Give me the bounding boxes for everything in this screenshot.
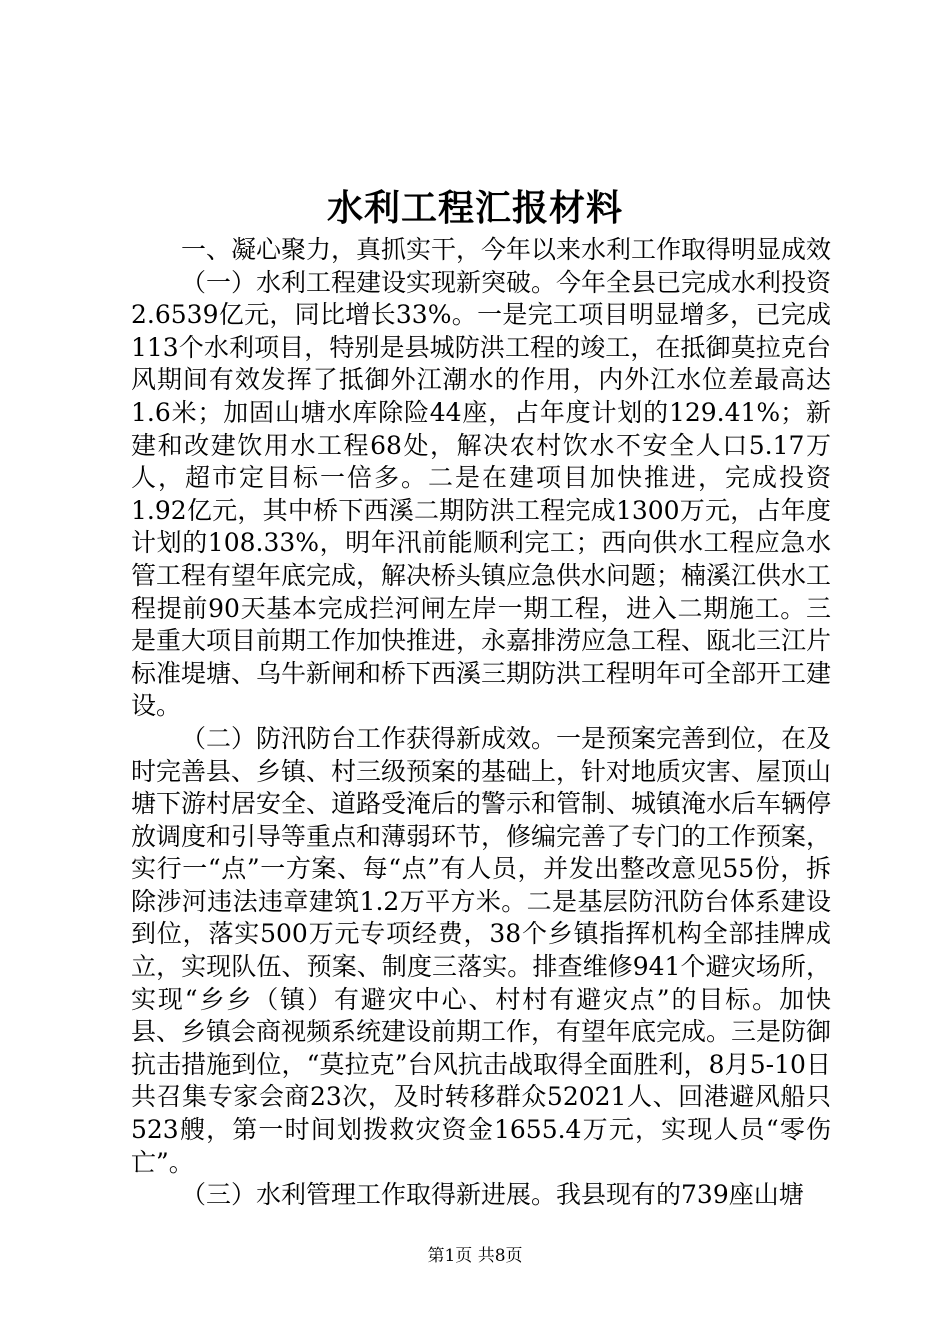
section-heading: 一、凝心聚力，真抓实干，今年以来水利工作取得明显成效: [181, 235, 832, 264]
document-body: [131, 234, 831, 1212]
paragraph-management: （三）水利管理工作取得新进展。我县现有的739座山塘: [181, 1180, 804, 1210]
paragraph-construction: （一）水利工程建设实现新突破。今年全县已完成水利投资2.6539亿元，同比增长33%。一是完工项目明显增多，已完成113个水利项目，特别是县城防洪工程的竣工，在抵御莫拉克台风期间有效发挥了抵御外江潮水的作用，内外江水位差最高达1.6米；加固山塘水库除险44座，占年度计划的129.41%；新建和改建饮用水工程68处，解决农村饮水不安全人口5.17万人，超市定目标一倍多。二是在建项目加快推进，完成投资1.92亿元，其中桥下西溪二期防洪工程完成1300万元，占年度计划的108.33%，明年汛前能顺利完工；西向供水工程应急水管工程有望年底完成，解决桥头镇应急供水问题；楠溪江供水工程提前90天基本完成拦河闸左岸一期工程，进入二期施工。三是重大项目前期工作加快推进，永嘉排涝应急工程、瓯北三江片标准堤塘、乌牛新闸和桥下西溪三期防洪工程明年可全部开工建设。: [131, 267, 832, 721]
page-footer: 第1页 共8页: [427, 1246, 523, 1266]
paragraph-flood-control: （二）防汛防台工作获得新成效。一是预案完善到位，在及时完善县、乡镇、村三级预案的基础上，针对地质灾害、屋顶山塘下游村居安全、道路受淹后的警示和管制、城镇淹水后车辆停放调度和引导等重点和薄弱环节，修编完善了专门的工作预案，实行一“点”一方案、每“点”有人员，并发出整改意见55份，拆除涉河违法违章建筑1.2万平方米。二是基层防汛防台体系建设到位，落实500万元专项经费，38个乡镇指挥机构全部挂牌成立，实现队伍、预案、制度三落实。排查维修941个避灾场所，实现“乡乡（镇）有避灾中心、村村有避灾点”的目标。加快县、乡镇会商视频系统建设前期工作，有望年底完成。三是防御抗击措施到位，“莫拉克”台风抗击战取得全面胜利，8月5-10日共召集专家会商23次，及时转移群众52021人、回港避风船只523艘，第一时间划拨救灾资金1655.4万元，实现人员“零伤亡”。: [131, 723, 832, 1177]
document-title: 水利工程汇报材料: [326, 187, 623, 229]
